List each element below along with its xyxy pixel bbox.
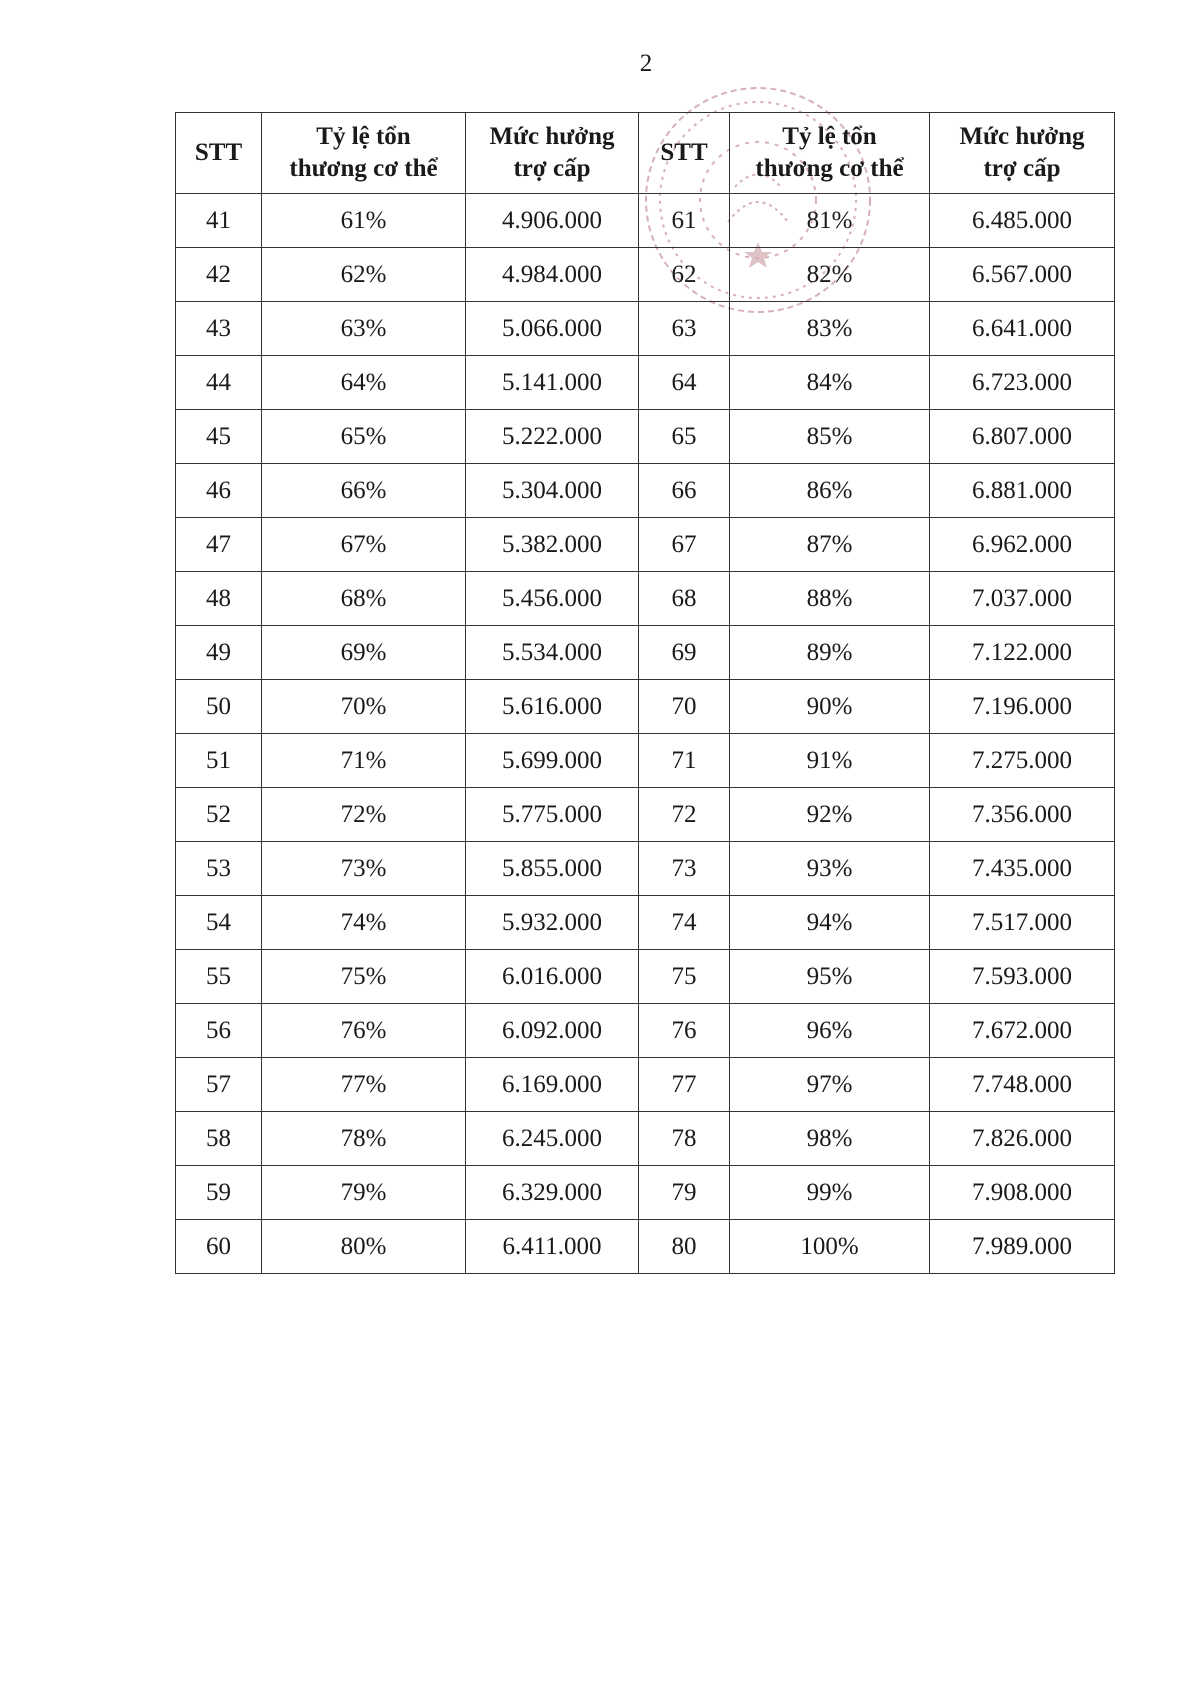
cell-stt: 63 [639,302,730,356]
cell-benefit-amount: 7.826.000 [930,1112,1115,1166]
cell-stt: 46 [176,464,262,518]
cell-injury-rate: 76% [262,1004,466,1058]
cell-benefit-amount: 7.037.000 [930,572,1115,626]
cell-injury-rate: 68% [262,572,466,626]
cell-injury-rate: 92% [730,788,930,842]
header-stt: STT [176,113,262,194]
cell-stt: 76 [639,1004,730,1058]
cell-benefit-amount: 5.304.000 [466,464,639,518]
benefit-table [175,112,1115,1274]
cell-injury-rate: 90% [730,680,930,734]
cell-injury-rate: 69% [262,626,466,680]
table-row [176,1112,1115,1166]
table-row [176,302,1115,356]
cell-stt: 51 [176,734,262,788]
cell-injury-rate: 98% [730,1112,930,1166]
cell-injury-rate: 99% [730,1166,930,1220]
cell-injury-rate: 75% [262,950,466,1004]
cell-benefit-amount: 6.092.000 [466,1004,639,1058]
cell-injury-rate: 85% [730,410,930,464]
table-row [176,464,1115,518]
table-row [176,1220,1115,1274]
cell-benefit-amount: 6.881.000 [930,464,1115,518]
cell-stt: 58 [176,1112,262,1166]
cell-stt: 56 [176,1004,262,1058]
table-row [176,950,1115,1004]
cell-stt: 45 [176,410,262,464]
cell-stt: 61 [639,194,730,248]
cell-stt: 71 [639,734,730,788]
table-row [176,842,1115,896]
cell-stt: 78 [639,1112,730,1166]
cell-benefit-amount: 7.196.000 [930,680,1115,734]
cell-stt: 62 [639,248,730,302]
cell-stt: 43 [176,302,262,356]
header-benefit-amount: Mức hưởng trợ cấp [466,113,639,194]
cell-benefit-amount: 4.906.000 [466,194,639,248]
cell-benefit-amount: 5.616.000 [466,680,639,734]
cell-benefit-amount: 5.775.000 [466,788,639,842]
cell-injury-rate: 86% [730,464,930,518]
cell-benefit-amount: 6.485.000 [930,194,1115,248]
cell-benefit-amount: 5.066.000 [466,302,639,356]
table-row [176,1166,1115,1220]
cell-injury-rate: 66% [262,464,466,518]
cell-benefit-amount: 5.141.000 [466,356,639,410]
cell-stt: 54 [176,896,262,950]
cell-benefit-amount: 7.672.000 [930,1004,1115,1058]
cell-stt: 65 [639,410,730,464]
cell-injury-rate: 70% [262,680,466,734]
cell-stt: 44 [176,356,262,410]
cell-benefit-amount: 7.748.000 [930,1058,1115,1112]
cell-benefit-amount: 6.641.000 [930,302,1115,356]
header-injury-rate: Tỷ lệ tổn thương cơ thể [730,113,930,194]
cell-benefit-amount: 4.984.000 [466,248,639,302]
cell-benefit-amount: 5.456.000 [466,572,639,626]
cell-injury-rate: 91% [730,734,930,788]
cell-injury-rate: 93% [730,842,930,896]
header-benefit-amount: Mức hưởng trợ cấp [930,113,1115,194]
cell-injury-rate: 96% [730,1004,930,1058]
table-row [176,410,1115,464]
cell-injury-rate: 74% [262,896,466,950]
cell-injury-rate: 88% [730,572,930,626]
cell-stt: 60 [176,1220,262,1274]
cell-injury-rate: 63% [262,302,466,356]
cell-injury-rate: 95% [730,950,930,1004]
cell-benefit-amount: 6.807.000 [930,410,1115,464]
cell-benefit-amount: 6.245.000 [466,1112,639,1166]
cell-benefit-amount: 5.534.000 [466,626,639,680]
cell-benefit-amount: 6.169.000 [466,1058,639,1112]
cell-stt: 67 [639,518,730,572]
table-body [176,194,1115,1274]
cell-stt: 41 [176,194,262,248]
cell-benefit-amount: 6.723.000 [930,356,1115,410]
cell-injury-rate: 82% [730,248,930,302]
table-row [176,1058,1115,1112]
cell-stt: 55 [176,950,262,1004]
cell-injury-rate: 81% [730,194,930,248]
cell-benefit-amount: 7.989.000 [930,1220,1115,1274]
cell-benefit-amount: 7.435.000 [930,842,1115,896]
cell-injury-rate: 71% [262,734,466,788]
cell-injury-rate: 100% [730,1220,930,1274]
cell-injury-rate: 65% [262,410,466,464]
cell-stt: 48 [176,572,262,626]
table-row [176,248,1115,302]
table-row [176,626,1115,680]
cell-benefit-amount: 6.567.000 [930,248,1115,302]
cell-stt: 66 [639,464,730,518]
cell-stt: 50 [176,680,262,734]
cell-injury-rate: 87% [730,518,930,572]
cell-stt: 77 [639,1058,730,1112]
cell-stt: 59 [176,1166,262,1220]
cell-injury-rate: 97% [730,1058,930,1112]
cell-injury-rate: 83% [730,302,930,356]
cell-stt: 64 [639,356,730,410]
table-header-row [176,113,1115,194]
cell-benefit-amount: 7.593.000 [930,950,1115,1004]
table-row [176,680,1115,734]
cell-injury-rate: 79% [262,1166,466,1220]
table-row [176,1004,1115,1058]
cell-stt: 74 [639,896,730,950]
table-row [176,788,1115,842]
cell-injury-rate: 73% [262,842,466,896]
table-row [176,896,1115,950]
cell-stt: 53 [176,842,262,896]
cell-benefit-amount: 5.699.000 [466,734,639,788]
cell-stt: 79 [639,1166,730,1220]
cell-stt: 57 [176,1058,262,1112]
cell-benefit-amount: 7.356.000 [930,788,1115,842]
cell-benefit-amount: 6.962.000 [930,518,1115,572]
table-row [176,194,1115,248]
header-stt: STT [639,113,730,194]
cell-benefit-amount: 5.932.000 [466,896,639,950]
cell-injury-rate: 80% [262,1220,466,1274]
cell-stt: 72 [639,788,730,842]
cell-stt: 52 [176,788,262,842]
cell-benefit-amount: 7.517.000 [930,896,1115,950]
cell-stt: 42 [176,248,262,302]
cell-stt: 49 [176,626,262,680]
cell-injury-rate: 77% [262,1058,466,1112]
cell-stt: 69 [639,626,730,680]
cell-injury-rate: 84% [730,356,930,410]
cell-benefit-amount: 5.382.000 [466,518,639,572]
cell-benefit-amount: 6.329.000 [466,1166,639,1220]
cell-injury-rate: 61% [262,194,466,248]
cell-injury-rate: 67% [262,518,466,572]
table-row [176,356,1115,410]
cell-benefit-amount: 7.908.000 [930,1166,1115,1220]
cell-stt: 70 [639,680,730,734]
cell-injury-rate: 89% [730,626,930,680]
table-row [176,518,1115,572]
cell-benefit-amount: 5.222.000 [466,410,639,464]
cell-stt: 68 [639,572,730,626]
cell-injury-rate: 72% [262,788,466,842]
table-row [176,572,1115,626]
header-injury-rate: Tỷ lệ tổn thương cơ thể [262,113,466,194]
cell-stt: 75 [639,950,730,1004]
cell-stt: 80 [639,1220,730,1274]
cell-benefit-amount: 6.411.000 [466,1220,639,1274]
cell-benefit-amount: 7.122.000 [930,626,1115,680]
cell-injury-rate: 78% [262,1112,466,1166]
cell-benefit-amount: 7.275.000 [930,734,1115,788]
cell-benefit-amount: 5.855.000 [466,842,639,896]
cell-injury-rate: 64% [262,356,466,410]
cell-stt: 47 [176,518,262,572]
table-row [176,734,1115,788]
cell-injury-rate: 62% [262,248,466,302]
page-number: 2 [639,50,653,77]
cell-stt: 73 [639,842,730,896]
cell-injury-rate: 94% [730,896,930,950]
cell-benefit-amount: 6.016.000 [466,950,639,1004]
